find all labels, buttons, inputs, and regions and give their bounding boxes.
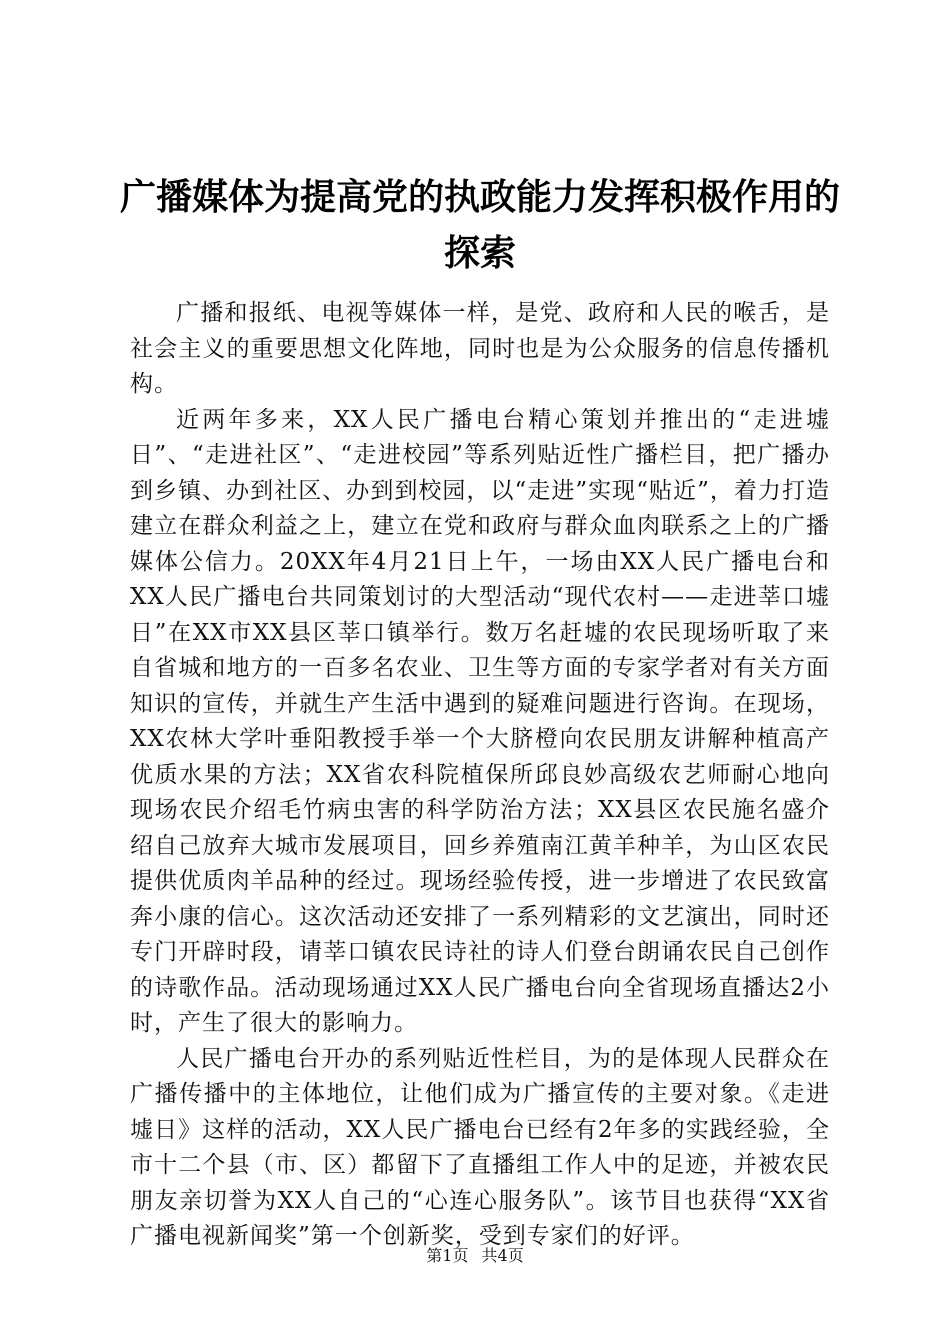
- page-total: 共4页: [481, 1246, 524, 1265]
- paragraph-2: 近两年多来，XX人民广播电台精心策划并推出的“走进墟日”、“走进社区”、“走进校园”等系列贴近性广播栏目，把广播办到乡镇、办到社区、办到到校园，以“走进”实现“贴近”，着力打造建立在群众利益之上，建立在党和政府与群众血肉联系之上的广播媒体公信力。20XX年4月21日上午，一场由XX人民广播电台和XX人民广播电台共同策划讨的大型活动“现代农村——走进莘口墟日”在XX市XX县区莘口镇举行。数万名赶墟的农民现场听取了来自省城和地方的一百多名农业、卫生等方面的专家学者对有关方面知识的宣传，并就生产生活中遇到的疑难问题进行咨询。在现场，XX农林大学叶垂阳教授手举一个大脐橙向农民朋友讲解种植高产优质水果的方法；XX省农科院植保所邱良妙高级农艺师耐心地向现场农民介绍毛竹病虫害的科学防治方法；XX县区农民施名盛介绍自己放弃大城市发展项目，回乡养殖南江黄羊种羊，为山区农民提供优质肉羊品种的经过。现场经验传授，进一步增进了农民致富奔小康的信心。这次活动还安排了一系列精彩的文艺演出，同时还专门开辟时段，请莘口镇农民诗社的诗人们登台朗诵农民自己创作的诗歌作品。活动现场通过XX人民广播电台向全省现场直播达2小时，产生了很大的影响力。: [130, 406, 830, 1036]
- document-title: 广播媒体为提高党的执政能力发挥积极作用的探索: [119, 177, 840, 274]
- page-footer: [0, 1243, 950, 1266]
- document-body: [130, 296, 830, 1255]
- page-number: 第1页: [426, 1246, 469, 1265]
- paragraph-1: 广播和报纸、电视等媒体一样，是党、政府和人民的喉舌，是社会主义的重要思想文化阵地，同时也是为公众服务的信息传播机构。: [130, 300, 830, 397]
- paragraph-3: 人民广播电台开办的系列贴近性栏目，为的是体现人民群众在广播传播中的主体地位，让他们成为广播宣传的主要对象。《走进墟日》这样的活动，XX人民广播电台已经有2年多的实践经验，全市十二个县（市、区）都留下了直播组工作人中的足迹，并被农民朋友亲切誉为XX人自己的“心连心服务队”。该节目也获得“XX省广播电视新闻奖”第一个创新奖，受到专家们的好评。: [130, 1045, 830, 1249]
